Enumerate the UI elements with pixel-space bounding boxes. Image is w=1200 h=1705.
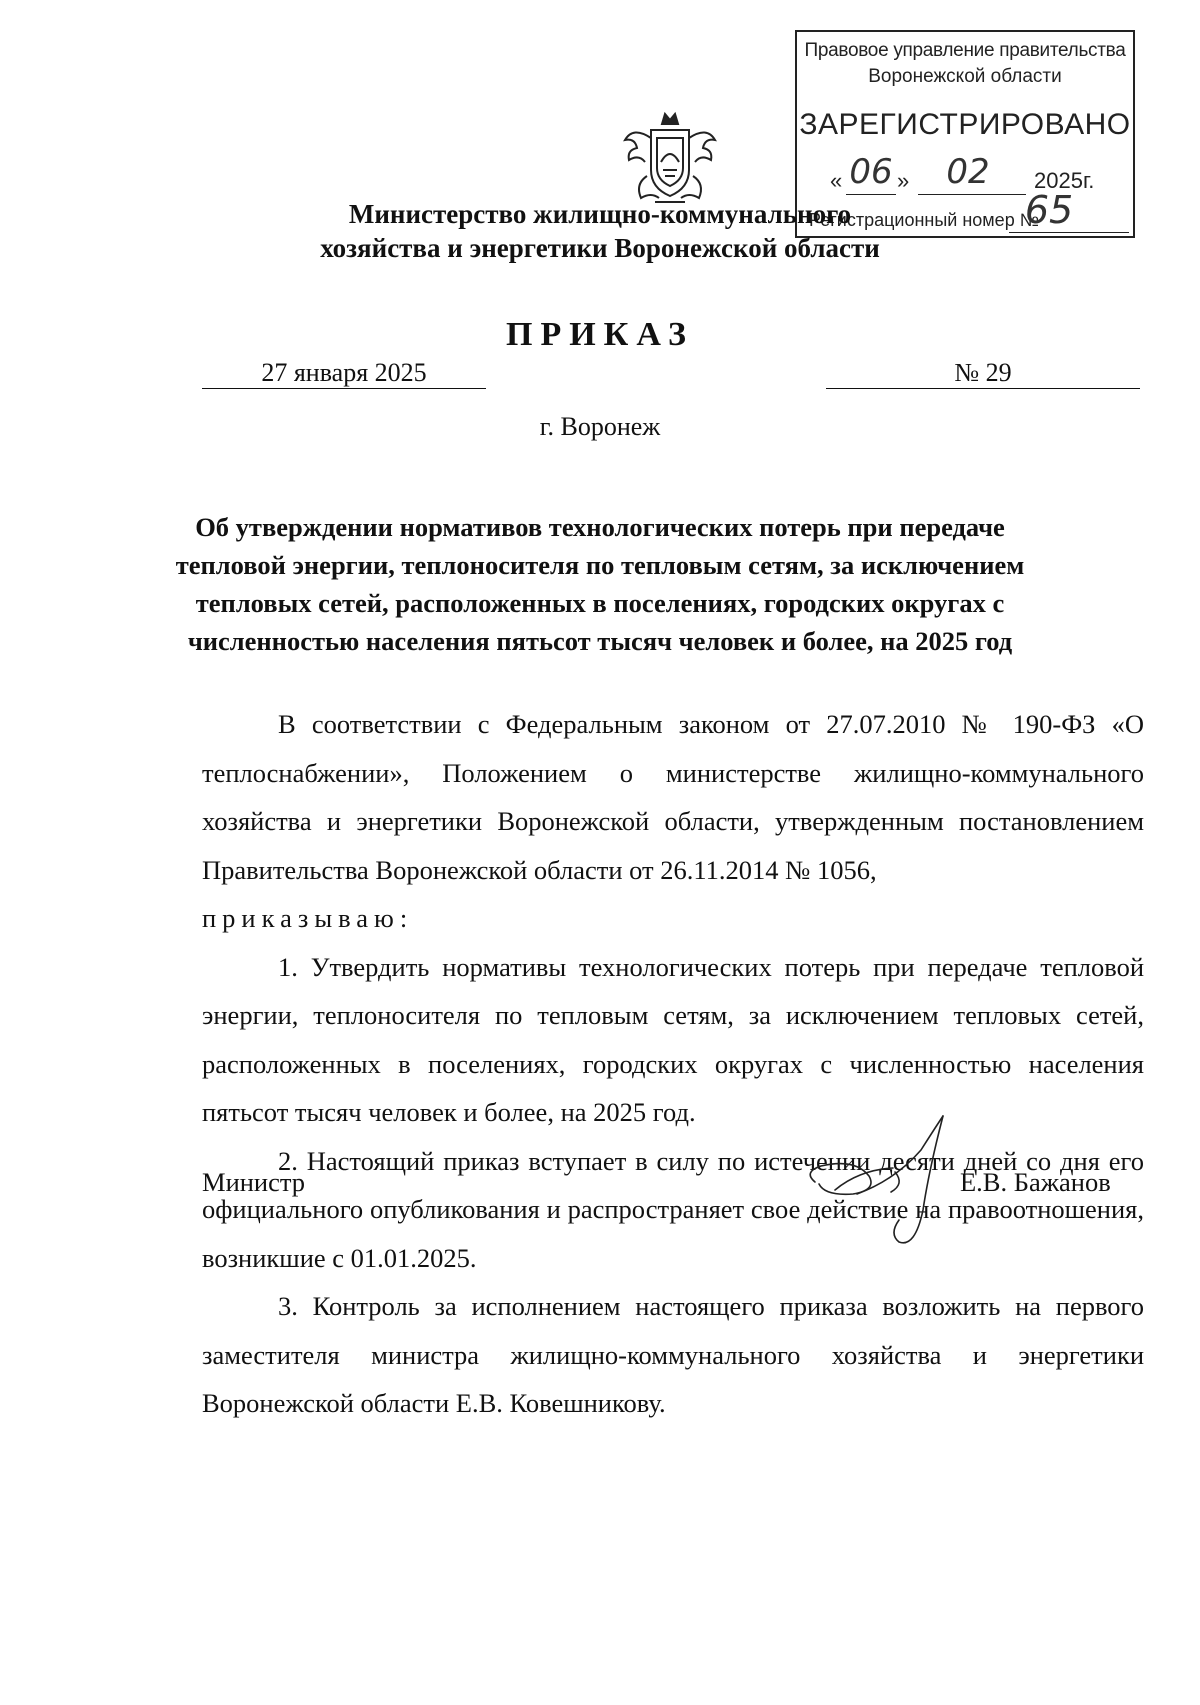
stamp-quote-close: » xyxy=(897,168,910,193)
order-date: 27 января 2025 xyxy=(202,358,486,389)
item-2-paragraph: 2. Настоящий приказ вступает в силу по истечении десяти дней со дня его официального опубликования и распространяет свое действие на правоотношения, возникшие с 01.01.2025. xyxy=(202,1145,1144,1273)
signatory-name: Е.В. Бажанов xyxy=(960,1167,1111,1197)
stamp-registered-label: ЗАРЕГИСТРИРОВАНО xyxy=(799,108,1131,141)
order-city: г. Воронеж xyxy=(539,412,661,441)
stamp-authority-line2: Воронежской области xyxy=(868,66,1062,87)
stamp-day-underline xyxy=(846,194,896,195)
document-title-line: тепловой энергии, теплоносителя по тепловым сетям, за исключением xyxy=(175,550,1025,580)
order-word: приказываю: xyxy=(202,903,414,933)
preamble-paragraph: В соответствии с Федеральным законом от 27.07.2010 № 190-ФЗ «О теплоснабжении», Положением о министерстве жилищно-коммунального хозяйства и энергетики Воронежской области, утвержденным постановлением Правительства Воронежской области от 26.11.2014 № 1056, xyxy=(202,709,1144,885)
handwritten-signature xyxy=(795,1110,975,1260)
stamp-year: 2025г. xyxy=(1034,168,1095,193)
ministry-name-line1: Министерство жилищно-коммунального xyxy=(348,199,852,229)
stamp-number: 65 xyxy=(1024,188,1074,232)
stamp-quote-open: « xyxy=(830,168,843,193)
document-title-line: тепловых сетей, расположенных в поселениях, городских округах с xyxy=(195,588,1005,618)
document-title-line: численностью населения пятьсот тысяч человек и более, на 2025 год xyxy=(187,626,1013,656)
stamp-authority-line1: Правовое управление правительства xyxy=(804,40,1126,61)
coat-of-arms-icon xyxy=(615,108,725,208)
order-number: № 29 xyxy=(826,358,1140,389)
signatory-position: Министр xyxy=(202,1167,306,1197)
document-title xyxy=(130,508,1070,660)
item-1-paragraph: 1. Утвердить нормативы технологических потерь при передаче тепловой энергии, теплоносителя по тепловым сетям, за исключением тепловых сетей, расположенных в поселениях, городских округах с численностью населения пятьсот тысяч человек и более, на 2025 год. xyxy=(202,951,1144,1127)
order-title: ПРИКАЗ xyxy=(506,316,694,353)
document-body xyxy=(202,700,1144,1428)
ministry-name-line2: хозяйства и энергетики Воронежской области xyxy=(320,233,880,263)
document-title-line: Об утверждении нормативов технологических потерь при передаче xyxy=(195,512,1005,542)
stamp-number-label: Регистрационный номер № xyxy=(809,210,1040,230)
item-3-paragraph: 3. Контроль за исполнением настоящего приказа возложить на первого заместителя министра жилищно-коммунального хозяйства и энергетики Воронежской области Е.В. Ковешникову. xyxy=(202,1291,1144,1418)
stamp-month: 02 xyxy=(946,152,990,192)
stamp-day: 06 xyxy=(849,152,893,192)
